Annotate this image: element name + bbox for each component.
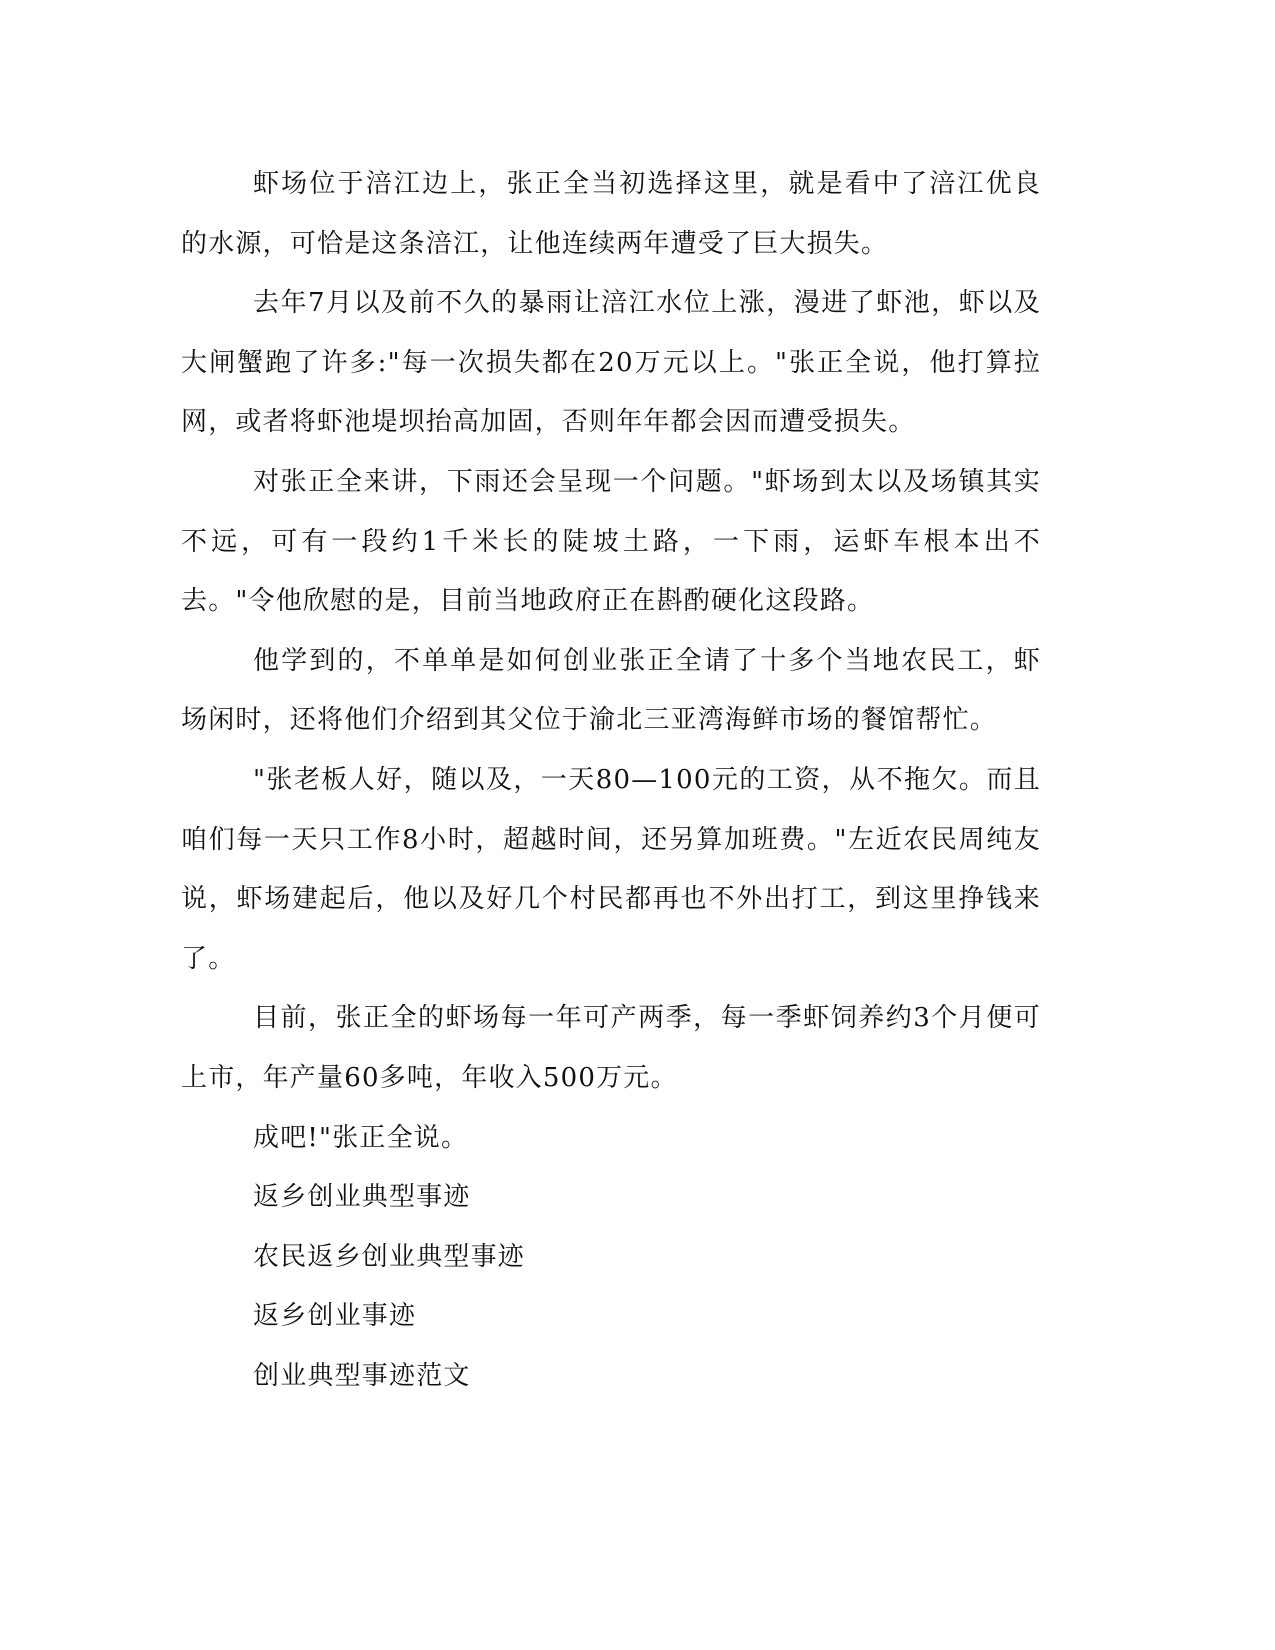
paragraph-villager-quote: "张老板人好，随以及，一天80—100元的工资，从不拖欠。而且咱们每一天只工作8小时，超越时间，还另算加班费。"左近农民周纯友说，虾场建起后，他以及好几个村民都再也不外出打工，到这里挣钱来了。 xyxy=(181,764,1041,974)
paragraph-local-workers: 他学到的，不单单是如何创业张正全请了十多个当地农民工，虾场闲时，还将他们介绍到其父位于渝北三亚湾海鲜市场的餐馆帮忙。 xyxy=(181,645,1041,736)
document-body xyxy=(181,155,1041,1406)
related-title-1: 返乡创业典型事迹 xyxy=(253,1182,471,1213)
related-title-3: 返乡创业事迹 xyxy=(253,1301,417,1332)
related-title-2: 农民返乡创业典型事迹 xyxy=(253,1241,526,1272)
closing-line: 成吧!"张正全说。 xyxy=(253,1122,469,1153)
paragraph-road-problem: 对张正全来讲，下雨还会呈现一个问题。"虾场到太以及场镇其实不远，可有一段约1千米长的陡坡土路，一下雨，运虾车根本出不去。"令他欣慰的是，目前当地政府正在斟酌硬化这段路。 xyxy=(181,466,1041,617)
paragraph-annual-output: 目前，张正全的虾场每一年可产两季，每一季虾饲养约3个月便可上市，年产量60多吨，年收入500万元。 xyxy=(181,1003,1041,1093)
paragraph-flood-loss: 去年7月以及前不久的暴雨让涪江水位上涨，漫进了虾池，虾以及大闸蟹跑了许多:"每一次损失都在20万元以上。"张正全说，他打算拉网，或者将虾池堤坝抬高加固，否则年年都会因而遭受损失。 xyxy=(181,288,1041,438)
paragraph-water-source: 虾场位于涪江边上，张正全当初选择这里，就是看中了涪江优良的水源，可恰是这条涪江，让他连续两年遭受了巨大损失。 xyxy=(181,169,1041,259)
related-title-4: 创业典型事迹范文 xyxy=(253,1360,471,1391)
